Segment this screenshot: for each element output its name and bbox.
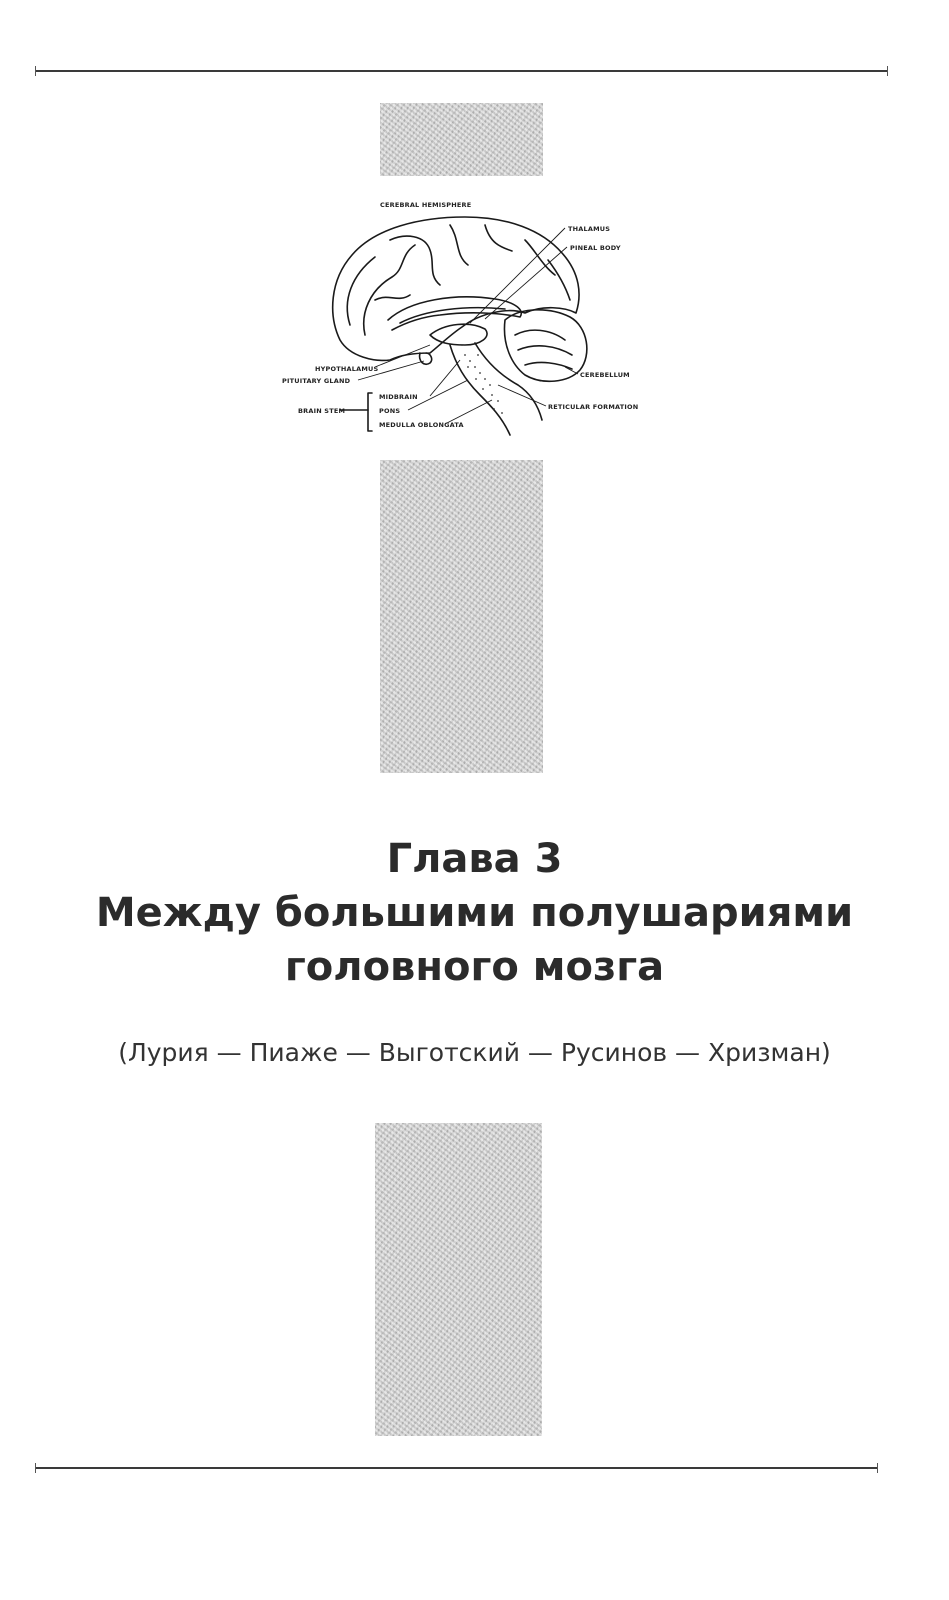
decorative-noise-block-top (380, 103, 543, 176)
label-pineal-body: PINEAL BODY (570, 244, 621, 252)
bottom-rule-right-tick (877, 1463, 878, 1473)
bottom-rule-left-tick (35, 1463, 36, 1473)
label-hypothalamus: HYPOTHALAMUS (315, 365, 379, 373)
top-rule (35, 70, 888, 72)
chapter-title-line-2: головного мозга (284, 944, 665, 990)
chapter-subtitle: (Лурия — Пиаже — Выготский — Русинов — Хризман) (118, 1038, 831, 1067)
decorative-noise-block-bottom (375, 1123, 542, 1436)
label-pituitary-gland: PITUITARY GLAND (282, 377, 351, 385)
decorative-noise-block-middle (380, 460, 543, 773)
label-cerebellum: CEREBELLUM (580, 371, 630, 379)
top-rule-right-tick (887, 66, 888, 76)
label-medulla-oblongata: MEDULLA OBLONGATA (379, 421, 464, 429)
label-midbrain: MIDBRAIN (379, 393, 418, 401)
top-rule-left-tick (35, 66, 36, 76)
chapter-number: Глава 3 (386, 836, 563, 882)
label-brain-stem: BRAIN STEM (298, 407, 346, 415)
label-cerebral-hemisphere: CEREBRAL HEMISPHERE (380, 201, 472, 209)
brain-diagram (280, 195, 680, 440)
chapter-title-line-1: Между большими полушариями (95, 890, 854, 936)
label-thalamus: THALAMUS (568, 225, 611, 233)
label-pons: PONS (379, 407, 401, 415)
label-reticular-formation: RETICULAR FORMATION (548, 403, 639, 411)
bottom-rule (35, 1467, 878, 1469)
